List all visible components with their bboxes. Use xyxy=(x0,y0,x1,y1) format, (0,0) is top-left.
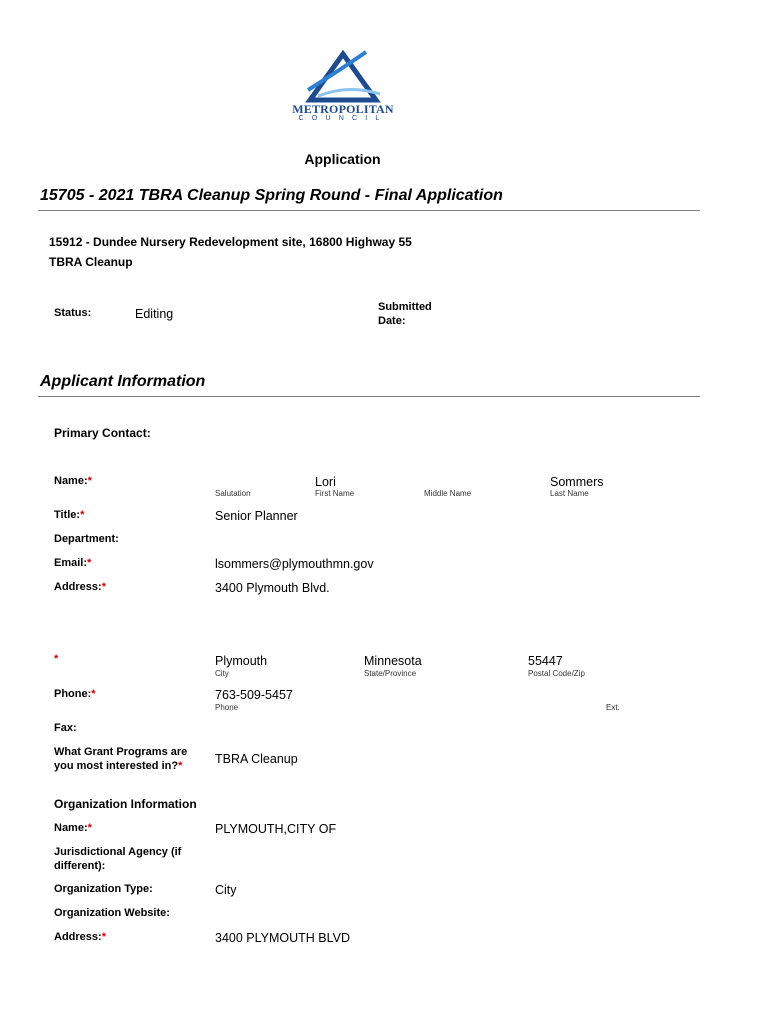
status-label: Status: xyxy=(54,307,92,319)
applicant-section-title: Applicant Information xyxy=(40,373,206,390)
required-marker: * xyxy=(87,475,92,487)
contact-name-label: Name:* xyxy=(54,475,92,487)
title-divider xyxy=(38,210,700,211)
phone-value: 763-509-5457 xyxy=(215,688,293,702)
section-divider xyxy=(38,396,700,397)
phone-label: Phone:* xyxy=(54,688,96,700)
jurisdictional-agency-label-line2: different): xyxy=(54,860,106,872)
fax-label: Fax: xyxy=(54,722,77,734)
address-label: Address:* xyxy=(54,581,106,593)
city-caption: City xyxy=(215,669,229,678)
org-type-label: Organization Type: xyxy=(54,883,153,895)
submitted-label-line2: Date: xyxy=(378,315,406,327)
email-value: lsommers@plymouthmn.gov xyxy=(215,557,374,571)
title-value: Senior Planner xyxy=(215,509,298,523)
submitted-label-line1: Submitted xyxy=(378,301,432,313)
org-name-label: Name:* xyxy=(54,822,92,834)
grant-programs-value: TBRA Cleanup xyxy=(215,752,298,766)
state-value: Minnesota xyxy=(364,654,422,668)
jurisdictional-agency-label-line1: Jurisdictional Agency (if xyxy=(54,846,182,858)
department-label: Department: xyxy=(54,533,119,545)
zip-value: 55447 xyxy=(528,654,563,668)
project-line: 15912 - Dundee Nursery Redevelopment site, 16800 Highway 55 xyxy=(49,235,412,249)
ext-caption: Ext. xyxy=(606,703,620,712)
status-value: Editing xyxy=(135,307,174,321)
city-row-required-marker: * xyxy=(54,653,59,665)
primary-contact-heading: Primary Contact: xyxy=(54,426,151,440)
org-website-label: Organization Website: xyxy=(54,907,170,919)
logo-subtitle: COUNCIL xyxy=(298,115,388,122)
title-label: Title:* xyxy=(54,509,85,521)
first-name-caption: First Name xyxy=(315,489,355,498)
page-title: Application xyxy=(304,151,381,167)
org-name-value: PLYMOUTH,CITY OF xyxy=(215,822,337,836)
logo-wordmark: METROPOLITAN xyxy=(292,102,394,116)
first-name-value: Lori xyxy=(315,475,336,489)
grant-programs-label-line2: you most interested in?* xyxy=(54,760,183,772)
middle-name-caption: Middle Name xyxy=(424,489,472,498)
zip-caption: Postal Code/Zip xyxy=(528,669,585,678)
email-label: Email:* xyxy=(54,557,92,569)
last-name-caption: Last Name xyxy=(550,489,589,498)
program-line: TBRA Cleanup xyxy=(49,255,133,269)
grant-programs-label-line1: What Grant Programs are xyxy=(54,746,188,758)
org-address-label: Address:* xyxy=(54,931,106,943)
last-name-value: Sommers xyxy=(550,475,604,489)
org-type-value: City xyxy=(215,883,237,897)
address-value: 3400 Plymouth Blvd. xyxy=(215,581,330,595)
application-title: 15705 - 2021 TBRA Cleanup Spring Round - Final Application xyxy=(40,187,503,204)
city-value: Plymouth xyxy=(215,654,268,668)
salutation-caption: Salutation xyxy=(215,489,251,498)
org-address-value: 3400 PLYMOUTH BLVD xyxy=(215,931,351,945)
phone-caption: Phone xyxy=(215,703,239,712)
state-caption: State/Province xyxy=(364,669,417,678)
organization-heading: Organization Information xyxy=(54,797,197,811)
